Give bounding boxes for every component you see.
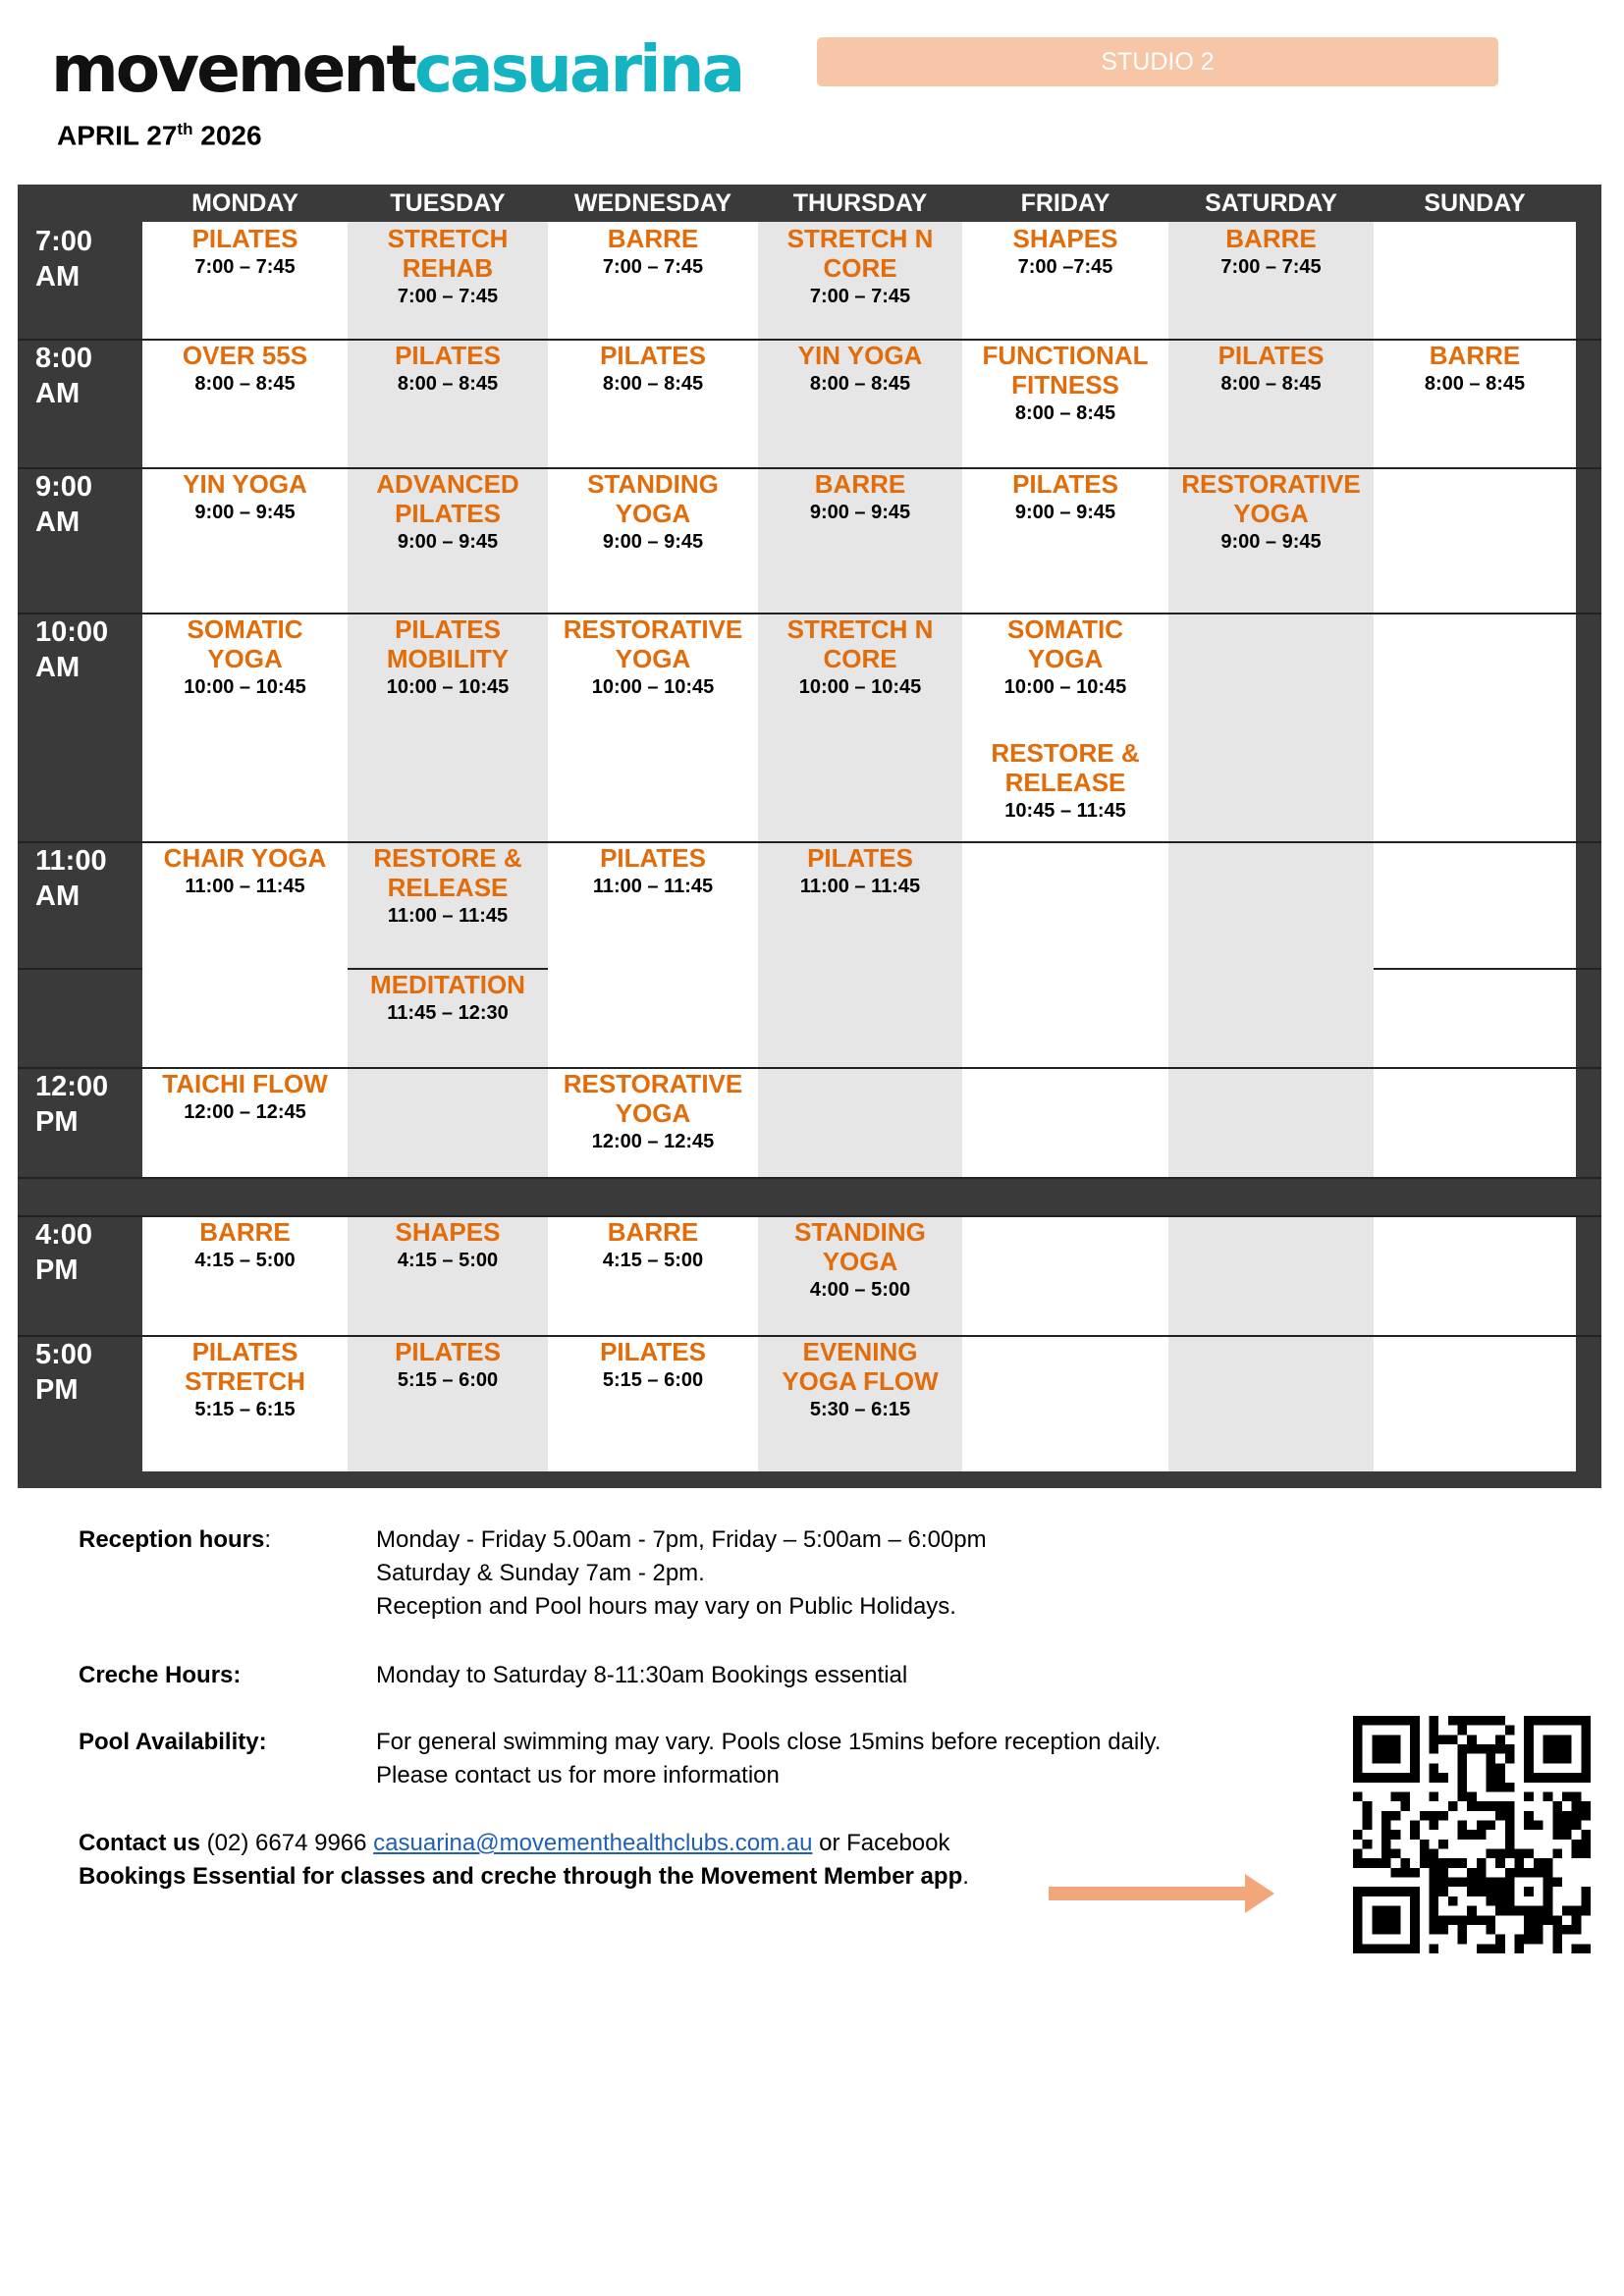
class-name: PILATES: [600, 843, 706, 873]
class-time: 9:00 – 9:45: [1014, 502, 1116, 523]
class-slot[interactable]: [1374, 341, 1576, 398]
class-name: BARRE: [814, 469, 906, 499]
pool-label: Pool Availability:: [79, 1729, 267, 1755]
time-label: 7:00 AM: [35, 226, 93, 293]
class-slot[interactable]: [758, 1337, 962, 1423]
class-name: SHAPES: [1012, 224, 1118, 253]
day-header-wednesday: WEDNESDAY: [573, 189, 732, 217]
class-slot[interactable]: [962, 224, 1168, 281]
class-name: RESTORATIVE YOGA: [563, 614, 743, 673]
time-label: 4:00 PM: [35, 1219, 93, 1286]
arrow-right-icon: [1049, 1872, 1276, 1915]
class-time: 8:00 – 8:45: [809, 373, 911, 395]
class-name: PILATES: [395, 1337, 501, 1366]
reception-line: Reception and Pool hours may vary on Public Holidays.: [376, 1593, 956, 1620]
class-name: BARRE: [1429, 341, 1521, 370]
class-slot[interactable]: [548, 843, 758, 900]
time-label: 5:00 PM: [35, 1339, 93, 1406]
class-time: 9:00 – 9:45: [602, 531, 704, 553]
class-name: TAICHI FLOW: [162, 1069, 328, 1098]
class-slot[interactable]: [962, 614, 1168, 701]
class-name: STRETCH N CORE: [786, 614, 934, 673]
half-hour-divider: [18, 968, 142, 970]
class-slot[interactable]: [348, 1217, 548, 1274]
class-time: 7:00 –7:45: [1017, 256, 1113, 278]
class-name: CHAIR YOGA: [163, 843, 327, 873]
class-name: SOMATIC YOGA: [187, 614, 303, 673]
class-time: 10:00 – 10:45: [386, 676, 510, 698]
class-slot[interactable]: [142, 843, 348, 900]
day-header-sunday: SUNDAY: [1424, 189, 1526, 217]
time-label: 11:00 AM: [35, 845, 107, 912]
class-time: 4:15 – 5:00: [397, 1250, 499, 1271]
class-time: 7:00 – 7:45: [194, 256, 296, 278]
logo-casuarina: casuarina: [413, 31, 743, 107]
class-slot[interactable]: [348, 970, 548, 1027]
class-name: PILATES: [1218, 341, 1325, 370]
class-slot[interactable]: [548, 1217, 758, 1274]
class-name: STRETCH N CORE: [786, 224, 934, 283]
class-slot[interactable]: [758, 224, 962, 310]
class-name: PILATES STRETCH: [185, 1337, 305, 1396]
class-slot[interactable]: [548, 1337, 758, 1394]
time-label: 9:00 AM: [35, 471, 93, 538]
class-name: RESTORE & RELEASE: [373, 843, 522, 902]
class-slot[interactable]: [142, 1337, 348, 1423]
time-label: 10:00 AM: [35, 616, 109, 683]
day-header-monday: MONDAY: [191, 189, 298, 217]
class-time: 11:45 – 12:30: [387, 1002, 509, 1024]
class-name: PILATES: [191, 224, 298, 253]
class-name: STRETCH REHAB: [387, 224, 509, 283]
class-name: STANDING YOGA: [794, 1217, 926, 1276]
class-slot[interactable]: [962, 341, 1168, 427]
email-link[interactable]: casuarina@movementhealthclubs.com.au: [373, 1830, 813, 1856]
class-time: 8:00 – 8:45: [1014, 402, 1116, 424]
class-name: PILATES: [600, 341, 706, 370]
time-label: 8:00 AM: [35, 343, 93, 409]
class-slot[interactable]: [1168, 341, 1374, 398]
studio-badge: STUDIO 2: [817, 37, 1498, 86]
class-name: BARRE: [199, 1217, 291, 1247]
row-divider: [18, 1177, 1601, 1179]
class-slot[interactable]: [142, 614, 348, 701]
pool-availability: [376, 1726, 1161, 1792]
day-column: [1374, 222, 1576, 1471]
class-slot[interactable]: [1168, 224, 1374, 281]
class-slot[interactable]: [758, 614, 962, 701]
class-name: EVENING YOGA FLOW: [782, 1337, 939, 1396]
class-slot[interactable]: [548, 341, 758, 398]
class-name: ADVANCED PILATES: [376, 469, 519, 528]
class-time: 9:00 – 9:45: [809, 502, 911, 523]
half-hour-divider: [1374, 968, 1601, 970]
class-slot[interactable]: [1168, 469, 1374, 556]
class-name: BARRE: [607, 224, 699, 253]
class-time: 7:00 – 7:45: [809, 286, 911, 307]
class-name: PILATES: [807, 843, 913, 873]
class-name: RESTORE & RELEASE: [991, 738, 1140, 797]
pool-line: Please contact us for more information: [376, 1762, 780, 1789]
class-slot[interactable]: [348, 1337, 548, 1394]
class-slot[interactable]: [548, 224, 758, 281]
time-label: 12:00 PM: [35, 1071, 109, 1138]
class-name: BARRE: [1225, 224, 1317, 253]
creche-hours: Monday to Saturday 8-11:30am Bookings essential: [376, 1662, 908, 1688]
bookings-note: Bookings Essential for classes and creche through the Movement Member app.: [79, 1863, 969, 1890]
class-slot[interactable]: [348, 614, 548, 701]
class-slot[interactable]: [548, 469, 758, 556]
day-header-thursday: THURSDAY: [792, 189, 928, 217]
class-time: 7:00 – 7:45: [602, 256, 704, 278]
reception-label: Reception hours:: [79, 1526, 272, 1553]
class-time: 11:00 – 11:45: [799, 876, 921, 897]
day-header-saturday: SATURDAY: [1205, 189, 1337, 217]
class-slot[interactable]: [348, 843, 548, 930]
class-time: 8:00 – 8:45: [1424, 373, 1526, 395]
class-time: 9:00 – 9:45: [397, 531, 499, 553]
class-time: 11:00 – 11:45: [387, 905, 509, 927]
class-name: SHAPES: [395, 1217, 501, 1247]
class-time: 9:00 – 9:45: [194, 502, 296, 523]
class-time: 10:00 – 10:45: [184, 676, 306, 698]
class-slot[interactable]: [142, 469, 348, 526]
pool-line: For general swimming may vary. Pools close 15mins before reception daily.: [376, 1729, 1162, 1755]
class-name: MEDITATION: [370, 970, 525, 999]
class-time: 5:15 – 6:00: [602, 1369, 704, 1391]
class-time: 5:15 – 6:00: [397, 1369, 499, 1391]
class-name: FUNCTIONAL FITNESS: [982, 341, 1149, 400]
class-slot[interactable]: [758, 1217, 962, 1304]
class-time: 10:00 – 10:45: [591, 676, 715, 698]
class-time: 4:15 – 5:00: [602, 1250, 704, 1271]
class-time: 9:00 – 9:45: [1220, 531, 1322, 553]
reception-line: Monday - Friday 5.00am - 7pm, Friday – 5:00am – 6:00pm: [376, 1526, 987, 1553]
class-name: PILATES MOBILITY: [386, 614, 510, 673]
class-slot[interactable]: [548, 1069, 758, 1155]
class-slot[interactable]: [758, 843, 962, 900]
class-time: 8:00 – 8:45: [1220, 373, 1322, 395]
class-time: 11:00 – 11:45: [592, 876, 714, 897]
class-name: YIN YOGA: [797, 341, 923, 370]
class-name: STANDING YOGA: [587, 469, 719, 528]
class-name: SOMATIC YOGA: [1007, 614, 1123, 673]
class-slot[interactable]: [962, 738, 1168, 825]
class-name: BARRE: [607, 1217, 699, 1247]
class-name: PILATES: [600, 1337, 706, 1366]
class-time: 10:00 – 10:45: [798, 676, 922, 698]
class-time: 5:15 – 6:15: [194, 1399, 296, 1420]
class-slot[interactable]: [142, 1069, 348, 1126]
timetable-date: APRIL 27th 2026: [57, 120, 262, 151]
class-time: 10:00 – 10:45: [1003, 676, 1127, 698]
class-name: PILATES: [1012, 469, 1118, 499]
qr-code-icon[interactable]: [1353, 1716, 1591, 1953]
contact-line: Contact us (02) 6674 9966 casuarina@movementhealthclubs.com.au or Facebook: [79, 1830, 950, 1856]
class-slot[interactable]: [348, 224, 548, 310]
class-slot[interactable]: [758, 469, 962, 526]
class-time: 8:00 – 8:45: [602, 373, 704, 395]
class-slot[interactable]: [142, 341, 348, 398]
logo: [51, 31, 743, 107]
class-time: 7:00 – 7:45: [397, 286, 499, 307]
class-time: 8:00 – 8:45: [194, 373, 296, 395]
class-name: OVER 55S: [182, 341, 308, 370]
class-time: 7:00 – 7:45: [1220, 256, 1322, 278]
day-header-tuesday: TUESDAY: [390, 189, 506, 217]
creche-label: Creche Hours:: [79, 1662, 242, 1688]
class-time: 4:15 – 5:00: [194, 1250, 296, 1271]
class-time: 5:30 – 6:15: [809, 1399, 911, 1420]
class-time: 11:00 – 11:45: [185, 876, 305, 897]
class-time: 10:45 – 11:45: [1004, 800, 1126, 822]
class-slot[interactable]: [142, 224, 348, 281]
class-slot[interactable]: [348, 469, 548, 556]
class-name: PILATES: [395, 341, 501, 370]
class-slot[interactable]: [348, 341, 548, 398]
break-band: [18, 1177, 1601, 1215]
reception-hours: [376, 1523, 987, 1624]
logo-movement: movement: [51, 31, 414, 107]
class-name: RESTORATIVE YOGA: [563, 1069, 743, 1128]
class-name: RESTORATIVE YOGA: [1181, 469, 1361, 528]
reception-line: Saturday & Sunday 7am - 2pm.: [376, 1560, 705, 1586]
class-slot[interactable]: [142, 1217, 348, 1274]
class-slot[interactable]: [548, 614, 758, 701]
day-column: [1168, 222, 1374, 1471]
class-slot[interactable]: [758, 341, 962, 398]
class-time: 12:00 – 12:45: [591, 1131, 715, 1152]
class-time: 8:00 – 8:45: [397, 373, 499, 395]
timetable: [18, 185, 1601, 1488]
class-name: YIN YOGA: [183, 469, 307, 499]
class-slot[interactable]: [962, 469, 1168, 526]
class-time: 4:00 – 5:00: [809, 1279, 911, 1301]
day-header-friday: FRIDAY: [1020, 189, 1110, 217]
class-time: 12:00 – 12:45: [184, 1101, 306, 1123]
